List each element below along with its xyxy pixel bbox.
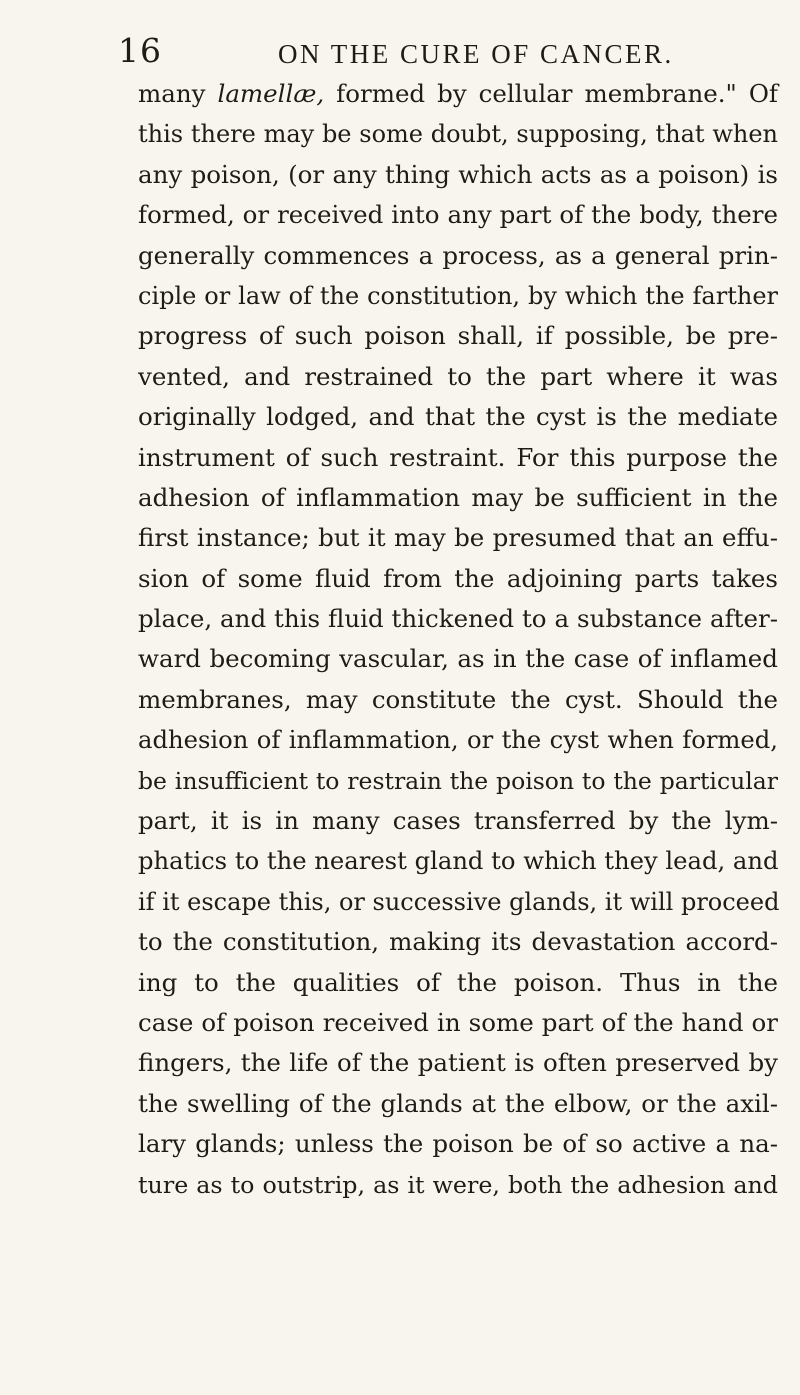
text-line: phatics to the nearest gland to which they lead, and bbox=[138, 846, 779, 876]
text-line: lary glands; unless the poison be of so active a na- bbox=[138, 1129, 778, 1159]
text-line: the swelling of the glands at the elbow, or the axil- bbox=[138, 1088, 778, 1118]
line-end: formed by cellular membrane." Of bbox=[324, 79, 779, 108]
text-line: ing to the qualities of the poison. Thus in the bbox=[138, 967, 778, 997]
text-line: be insufficient to restrain the poison to the particular bbox=[138, 766, 778, 795]
text-line: this there may be some doubt, supposing, that when bbox=[138, 120, 778, 149]
text-line: vented, and restrained to the part where it was bbox=[138, 361, 778, 391]
text-line: part, it is in many cases transferred by the lym- bbox=[138, 806, 778, 836]
page-number: 16 bbox=[118, 31, 162, 70]
text-line: sion of some fluid from the adjoining parts takes bbox=[138, 563, 778, 593]
text-line: place, and this fluid thickened to a substance after- bbox=[138, 604, 778, 634]
text-line: membranes, may constitute the cyst. Should the bbox=[138, 684, 778, 714]
text-line: case of poison received in some part of the hand or bbox=[138, 1007, 778, 1037]
text-line: any poison, (or any thing which acts as a poison) is bbox=[138, 159, 778, 189]
line-start: many bbox=[138, 79, 218, 108]
running-title: ON THE CURE OF CANCER. bbox=[278, 39, 674, 69]
text-line: to the constitution, making its devastation accord- bbox=[138, 927, 778, 957]
text-line: adhesion of inflammation may be sufficient in the bbox=[138, 482, 778, 512]
text-line: generally commences a process, as a general prin- bbox=[138, 240, 778, 270]
italic-term: lamellæ, bbox=[217, 79, 325, 108]
text-line: first instance; but it may be presumed that an effu- bbox=[138, 523, 778, 553]
text-line bbox=[138, 74, 778, 114]
text-line: progress of such poison shall, if possible, be pre- bbox=[138, 321, 778, 351]
text-line: originally lodged, and that the cyst is the mediate bbox=[138, 402, 778, 432]
text-line: ture as to outstrip, as it were, both the adhesion and bbox=[138, 1170, 778, 1199]
text-line: ciple or law of the constitution, by which the farther bbox=[138, 281, 778, 310]
text-line: ward becoming vascular, as in the case of inflamed bbox=[138, 644, 778, 674]
body-text bbox=[138, 74, 778, 1205]
text-line: if it escape this, or successive glands, it will proceed bbox=[138, 887, 780, 916]
text-line: instrument of such restraint. For this purpose the bbox=[138, 442, 778, 472]
text-line: adhesion of inflammation, or the cyst when formed, bbox=[138, 725, 778, 755]
running-head bbox=[118, 24, 778, 70]
text-line: formed, or received into any part of the body, there bbox=[138, 200, 778, 230]
text-line: fingers, the life of the patient is often preserved by bbox=[138, 1048, 778, 1078]
